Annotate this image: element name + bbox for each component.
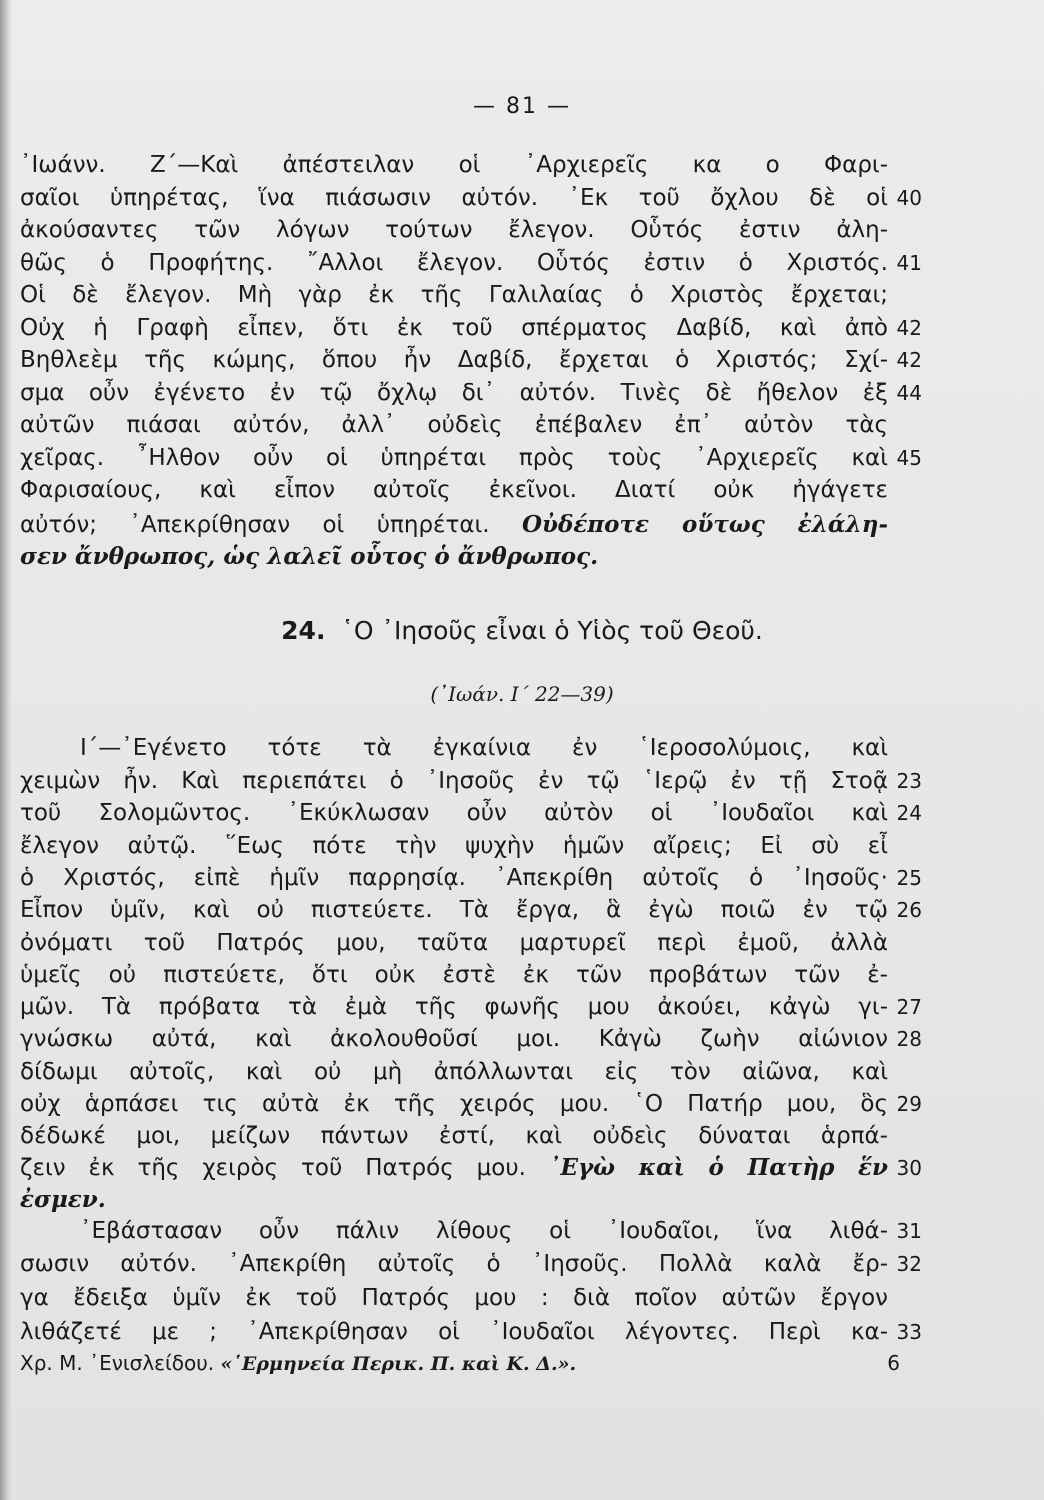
signature-author: Χρ. Μ. ᾿Ενισλείδου.	[20, 1351, 215, 1375]
body-line-text: ὀνόματι τοῦ Πατρός μου, ταῦτα μαρτυρεῖ περὶ ἐμοῦ, ἀλλὰ	[20, 929, 888, 956]
intro-line-12-emph: Οὐδέποτε οὕτως ἐλάλη-	[521, 511, 888, 538]
intro-line-text: Οὐχ ἡ Γραφὴ εἶπεν, ὅτι ἐκ τοῦ σπέρματος Δαβίδ, καὶ ἀπὸ	[20, 314, 888, 341]
body-line-14-emph: ᾿Εγὼ καὶ ὁ Πατὴρ ἕν	[548, 1154, 888, 1181]
verse-number: 24	[896, 801, 922, 826]
final-line-text: γα ἔδειξα ὑμῖν ἐκ τοῦ Πατρός μου : διὰ ποῖον αὐτῶν ἔργον	[20, 1285, 888, 1311]
body-line-text: δίδωμι αὐτοῖς, καὶ οὐ μὴ ἀπόλλωνται εἰς τὸν αἰῶνα, καὶ	[20, 1058, 888, 1085]
intro-line-text: χεῖρας. ῏Ηλθον οὖν οἱ ὑπηρέται πρὸς τοὺς ᾿Αρχιερεῖς καὶ	[20, 444, 888, 471]
verse-number: 41	[896, 250, 922, 275]
verse-number: 31	[896, 1219, 922, 1243]
verse-number: 28	[896, 1027, 922, 1052]
body-line-15-emph: ἐσμεν.	[20, 1186, 106, 1213]
page-number: — 81 —	[473, 94, 571, 119]
verse-number: 32	[896, 1252, 922, 1276]
verse-number: 33	[896, 1320, 922, 1344]
verse-number: 40	[896, 185, 922, 210]
intro-line-12-plain: αὐτόν; ᾿Απεκρίθησαν οἱ ὑπηρέται.	[20, 512, 490, 538]
intro-line-text: Οἱ δὲ ἔλεγον. Μὴ γὰρ ἐκ τῆς Γαλιλαίας ὁ Χριστὸς ἔρχεται;	[20, 282, 888, 308]
signature-title: «῾Ερμηνεία Περικ. Π. καὶ Κ. Δ.».	[220, 1353, 577, 1375]
body-line-text: τοῦ Σολομῶντος. ᾿Εκύκλωσαν οὖν αὐτὸν οἱ ᾿Ιουδαῖοι καὶ	[20, 800, 888, 827]
signature-mark	[20, 1351, 576, 1375]
verse-number: 30	[896, 1156, 922, 1180]
verse-number: 44	[896, 380, 922, 405]
intro-line-text: ᾿Ιωάνν. Ζ΄—Καὶ ἀπέστειλαν οἱ ᾿Αρχιερεῖς κα ο Φαρι-	[20, 152, 888, 178]
intro-line-text: σμα οὖν ἐγένετο ἐν τῷ ὄχλῳ δι᾿ αὐτόν. Τινὲς δὲ ἤθελον ἐξ	[20, 379, 888, 406]
book-page: — 81 — ᾿Ιωάνν. Ζ΄—Καὶ ἀπέστειλαν οἱ ᾿Αρχιερεῖς κα ο Φαρι- σαῖοι ὑπηρέτας, ἵνα πιάσωσιν αὐτόν. ᾿Εκ τοῦ ὄχλου δὲ οἱ 40 ἀκούσαντες τῶν λόγων τούτων ἔλεγον. Οὗτός ἐστιν ἀλη- θῶς ὁ Προφήτης. ῎Αλλοι ἔλεγον. Οὗτός ἐστιν ὁ Χριστός. 41 Οἱ δὲ ἔλεγον. Μὴ γὰρ ἐκ τῆς Γαλιλαίας ὁ Χριστὸς ἔρχεται; Οὐχ ἡ Γραφὴ εἶπεν, ὅτι ἐκ τοῦ σπέρματος Δαβίδ, καὶ ἀπὸ 42 Βηθλεὲμ τῆς κώμης, ὅπου ἦν Δαβίδ, ἔρχεται ὁ Χριστός; Σχί- 42 σμα οὖν ἐγένετο ἐν τῷ ὄχλῳ δι᾿ αὐτόν. Τινὲς δὲ ἤθελον ἐξ 44 αὐτῶν πιάσαι αὐτόν, ἀλλ᾿ οὐδεὶς ἐπέβαλεν ἐπ᾿ αὐτὸν τὰς χεῖρας. ῏Ηλθον οὖν οἱ ὑπηρέται πρὸς τοὺς ᾿Αρχιερεῖς καὶ 45 Φαρισαίους, καὶ εἶπον αὐτοῖς ἐκεῖνοι. Διατί οὐκ ἠγάγετε αὐτόν; ᾿Απεκρίθησαν οἱ ὑπηρέται. Οὐδέποτε οὕτως ἐλάλη- σεν ἄνθρωπος, ὡς λαλεῖ οὗτος ὁ ἄνθρωπος. 24. ῾Ο ᾿Ιησοῦς εἶναι ὁ Υἱὸς τοῦ Θεοῦ. (᾿Ιωάν. Ι΄ 22—39) Ι΄—᾿Εγένετο τότε τὰ ἐγκαίνια ἐν ῾Ιεροσολύμοις, καὶ χειμὼν ἦν. Καὶ περιεπάτει ὁ ᾿Ιησοῦς ἐν τῷ ῾Ιερῷ ἐν τῇ Στοᾷ 23 τοῦ Σολομῶντος. ᾿Εκύκλωσαν οὖν αὐτὸν οἱ ᾿Ιουδαῖοι καὶ 24 ἔλεγον αὐτῷ. ῞Εως πότε τὴν ψυχὴν ἡμῶν αἴρεις; Εἰ σὺ εἶ ὁ Χριστός, εἰπὲ ἡμῖν παρρησίᾳ. ᾿Απεκρίθη αὐτοῖς ὁ ᾿Ιησοῦς· 25 Εἶπον ὑμῖν, καὶ οὐ πιστεύετε. Τὰ ἔργα, ἃ ἐγὼ ποιῶ ἐν τῷ 26 ὀνόματι τοῦ Πατρός μου, ταῦτα μαρτυρεῖ περὶ ἐμοῦ, ἀλλὰ ὑμεῖς οὐ πιστεύετε, ὅτι οὐκ ἐστὲ ἐκ τῶν προβάτων τῶν ἐ- μῶν. Τὰ πρόβατα τὰ ἐμὰ τῆς φωνῆς μου ἀκούει, κἀγὼ γι- 27 γνώσκω αὐτά, καὶ ἀκολουθοῦσί μοι. Κἀγὼ ζωὴν αἰώνιον 28 δίδωμι αὐτοῖς, καὶ οὐ μὴ ἀπόλλωνται εἰς τὸν αἰῶνα, καὶ οὐχ ἁρπάσει τις αὐτὰ ἐκ τῆς χειρός μου. ῾Ο Πατήρ μου, ὃς 29 δέδωκέ μοι, μείζων πάντων ἐστί, καὶ οὐδεὶς δύναται ἁρπά- ζειν ἐκ τῆς χειρὸς τοῦ Πατρός μου. ᾿Εγὼ καὶ ὁ Πατὴρ ἕν 30 ἐσμεν. ᾿Εβάστασαν οὖν πάλιν λίθους οἱ ᾿Ιουδαῖοι, ἵνα λιθά- 31 σωσιν αὐτόν. ᾿Απεκρίθη αὐτοῖς ὁ ᾿Ιησοῦς. Πολλὰ καλὰ ἔρ- 32 γα ἔδειξα ὑμῖν ἐκ τοῦ Πατρός μου : διὰ ποῖον αὐτῶν ἔργον λιθάζετέ με ; ᾿Απεκρίθησαν οἱ ᾿Ιουδαῖοι λέγοντες. Περὶ κα- 33 Χρ. Μ. ᾿Ενισλείδου. «῾Ερμηνεία Περικ. Π. καὶ Κ. Δ.». 6	[0, 0, 1044, 1500]
final-line-text: λιθάζετέ με ; ᾿Απεκρίθησαν οἱ ᾿Ιουδαῖοι λέγοντες. Περὶ κα-	[20, 1319, 888, 1345]
verse-number: 42	[896, 315, 922, 340]
sheet-number: 6	[887, 1351, 900, 1375]
intro-line-text: Βηθλεὲμ τῆς κώμης, ὅπου ἦν Δαβίδ, ἔρχεται ὁ Χριστός; Σχί-	[20, 347, 888, 373]
verse-number: 45	[896, 445, 922, 470]
body-line-text: οὐχ ἁρπάσει τις αὐτὰ ἐκ τῆς χειρός μου. ῾Ο Πατήρ μου, ὃς	[20, 1091, 888, 1117]
printer-signature-line	[20, 1351, 900, 1381]
section-number: 24.	[281, 616, 326, 645]
intro-line-text: αὐτῶν πιάσαι αὐτόν, ἀλλ᾿ οὐδεὶς ἐπέβαλεν ἐπ᾿ αὐτὸν τὰς	[20, 412, 888, 438]
intro-line-13-emph: σεν ἄνθρωπος, ὡς λαλεῖ οὗτος ὁ ἄνθρωπος.	[20, 543, 599, 570]
body-line-text: γνώσκω αὐτά, καὶ ἀκολουθοῦσί μοι. Κἀγὼ ζωὴν αἰώνιον	[20, 1026, 888, 1053]
body-line-text: μῶν. Τὰ πρόβατα τὰ ἐμὰ τῆς φωνῆς μου ἀκούει, κἀγὼ γι-	[20, 994, 888, 1021]
verse-number: 26	[896, 898, 922, 923]
body-line-text: χειμὼν ἦν. Καὶ περιεπάτει ὁ ᾿Ιησοῦς ἐν τῷ ῾Ιερῷ ἐν τῇ Στοᾷ	[20, 768, 888, 794]
verse-number: 23	[896, 769, 922, 793]
body-line-14-plain: ζειν ἐκ τῆς χειρὸς τοῦ Πατρός μου.	[20, 1155, 526, 1181]
intro-line-text: ἀκούσαντες τῶν λόγων τούτων ἔλεγον. Οὗτός ἐστιν ἀλη-	[20, 217, 888, 243]
body-line-text: ὁ Χριστός, εἰπὲ ἡμῖν παρρησίᾳ. ᾿Απεκρίθη αὐτοῖς ὁ ᾿Ιησοῦς·	[20, 864, 888, 891]
verse-number: 42	[896, 348, 922, 372]
scripture-reference: (᾿Ιωάν. Ι΄ 22—39)	[430, 682, 614, 706]
verse-number: 25	[896, 865, 922, 890]
verse-number: 27	[896, 995, 922, 1020]
intro-line-text: Φαρισαίους, καὶ εἶπον αὐτοῖς ἐκεῖνοι. Διατί οὐκ ἠγάγετε	[20, 477, 888, 503]
section-title: ῾Ο ᾿Ιησοῦς εἶναι ὁ Υἱὸς τοῦ Θεοῦ.	[341, 616, 763, 645]
verse-number: 29	[896, 1092, 922, 1116]
body-line-text: ἔλεγον αὐτῷ. ῞Εως πότε τὴν ψυχὴν ἡμῶν αἴρεις; Εἰ σὺ εἶ	[20, 832, 888, 859]
body-line-text: Εἶπον ὑμῖν, καὶ οὐ πιστεύετε. Τὰ ἔργα, ἃ ἐγὼ ποιῶ ἐν τῷ	[20, 897, 888, 924]
section-heading	[0, 616, 1044, 645]
body-line-text: δέδωκέ μοι, μείζων πάντων ἐστί, καὶ οὐδεὶς δύναται ἁρπά-	[20, 1123, 888, 1150]
final-line-text: σωσιν αὐτόν. ᾿Απεκρίθη αὐτοῖς ὁ ᾿Ιησοῦς. Πολλὰ καλὰ ἔρ-	[20, 1251, 888, 1277]
intro-line-text: σαῖοι ὑπηρέτας, ἵνα πιάσωσιν αὐτόν. ᾿Εκ τοῦ ὄχλου δὲ οἱ	[20, 184, 888, 211]
intro-line-text: θῶς ὁ Προφήτης. ῎Αλλοι ἔλεγον. Οὗτός ἐστιν ὁ Χριστός.	[20, 249, 888, 276]
body-line-text: ὑμεῖς οὐ πιστεύετε, ὅτι οὐκ ἐστὲ ἐκ τῶν προβάτων τῶν ἐ-	[20, 961, 888, 988]
page-edge-shadow	[0, 0, 12, 1500]
